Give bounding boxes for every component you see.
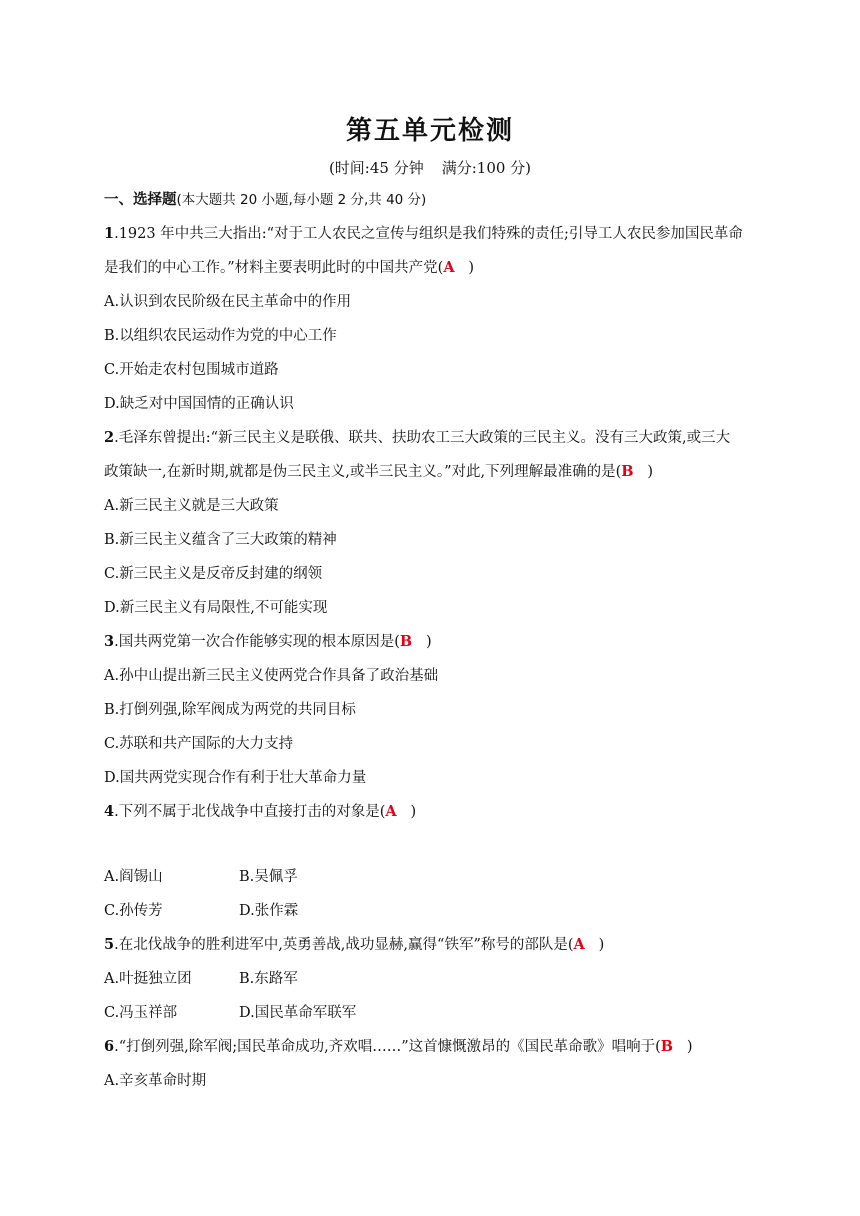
exam-info bbox=[0, 157, 860, 178]
question-4-options-row-2 bbox=[104, 901, 299, 921]
question-5-option-c: C.冯玉祥部 bbox=[104, 1005, 178, 1021]
question-1-option-d: D.缺乏对中国国情的正确认识 bbox=[104, 396, 294, 412]
question-text: .在北伐战争的胜利进军中,英勇善战,战功显赫,赢得“铁军”称号的部队是( bbox=[114, 937, 574, 953]
question-1-option-a: A.认识到农民阶级在民主革命中的作用 bbox=[104, 294, 352, 310]
question-4-options-row-1 bbox=[104, 867, 298, 887]
question-6-stem bbox=[104, 1037, 693, 1057]
answer-mark: A bbox=[573, 936, 585, 953]
question-text: .下列不属于北伐战争中直接打击的对象是( bbox=[114, 804, 386, 820]
question-text: .毛泽东曾提出:“新三民主义是联俄、联共、扶助农工三大政策的三民主义。没有三大政策,或三大 bbox=[114, 430, 731, 446]
question-5-options-row-2 bbox=[104, 1003, 357, 1023]
question-1-stem-line-2 bbox=[104, 258, 474, 278]
answer-mark: A bbox=[443, 259, 455, 276]
question-4-option-d: D.张作霖 bbox=[239, 903, 299, 919]
question-2-option-d: D.新三民主义有局限性,不可能实现 bbox=[104, 600, 328, 616]
question-number: 5 bbox=[104, 936, 115, 953]
question-4-option-b: B.吴佩孚 bbox=[239, 869, 298, 885]
section-title: 一、选择题 bbox=[104, 192, 177, 208]
answer-bracket-close: ) bbox=[686, 1039, 693, 1055]
question-1-option-b: B.以组织农民运动作为党的中心工作 bbox=[104, 328, 337, 344]
question-number: 2 bbox=[104, 429, 115, 446]
question-text: .国共两党第一次合作能够实现的根本原因是( bbox=[114, 634, 400, 650]
section-note: (本大题共 20 小题,每小题 2 分,共 40 分) bbox=[176, 192, 427, 208]
answer-bracket-close: ) bbox=[647, 464, 654, 480]
question-3-option-a: A.孙中山提出新三民主义使两党合作具备了政治基础 bbox=[104, 668, 439, 684]
question-text: 是我们的中心工作。”材料主要表明此时的中国共产党( bbox=[104, 260, 444, 276]
answer-mark: B bbox=[660, 1038, 674, 1055]
question-6-option-a: A.辛亥革命时期 bbox=[104, 1073, 207, 1089]
question-number: 6 bbox=[104, 1038, 115, 1055]
answer-mark: A bbox=[385, 803, 397, 820]
answer-bracket-close: ) bbox=[410, 804, 417, 820]
answer-bracket-close: ) bbox=[598, 937, 605, 953]
question-3-stem bbox=[104, 632, 432, 652]
question-4-stem bbox=[104, 802, 416, 822]
question-2-option-c: C.新三民主义是反帝反封建的纲领 bbox=[104, 566, 323, 582]
question-3-option-c: C.苏联和共产国际的大力支持 bbox=[104, 736, 294, 752]
question-number: 3 bbox=[104, 633, 115, 650]
question-5-option-d: D.国民革命军联军 bbox=[239, 1005, 357, 1021]
question-2-stem-line-2 bbox=[104, 462, 653, 482]
answer-mark: B bbox=[621, 463, 634, 480]
section-heading bbox=[104, 190, 426, 210]
question-5-stem bbox=[104, 935, 604, 955]
question-2-option-b: B.新三民主义蕴含了三大政策的精神 bbox=[104, 532, 337, 548]
question-3-option-d: D.国共两党实现合作有利于壮大革命力量 bbox=[104, 770, 367, 786]
answer-bracket-close: ) bbox=[425, 634, 432, 650]
full-score: 满分:100 分) bbox=[441, 159, 532, 177]
question-text: .1923 年中共三大指出:“对于工人农民之宣传与组织是我们特殊的责任;引导工人农民参加国民革命 bbox=[114, 226, 743, 242]
question-1-stem-line-1 bbox=[104, 224, 743, 244]
page-title: 第五单元检测 bbox=[345, 116, 514, 146]
question-5-option-b: B.东路军 bbox=[239, 971, 298, 987]
question-number: 1 bbox=[104, 225, 115, 242]
question-text: .“打倒列强,除军阀;国民革命成功,齐欢唱……”这首慷慨激昂的《国民革命歌》唱响于( bbox=[114, 1039, 661, 1055]
question-number: 4 bbox=[104, 803, 115, 820]
answer-mark: B bbox=[399, 633, 413, 650]
question-5-options-row-1 bbox=[104, 969, 298, 989]
question-4-option-c: C.孙传芳 bbox=[104, 903, 163, 919]
question-2-stem-line-1 bbox=[104, 428, 730, 448]
question-text: 政策缺一,在新时期,就都是伪三民主义,或半三民主义。”对此,下列理解最准确的是( bbox=[104, 464, 622, 480]
question-2-option-a: A.新三民主义就是三大政策 bbox=[104, 498, 279, 514]
answer-bracket-close: ) bbox=[468, 260, 475, 276]
question-5-option-a: A.叶挺独立团 bbox=[104, 971, 192, 987]
question-1-option-c: C.开始走农村包围城市道路 bbox=[104, 362, 279, 378]
question-3-option-b: B.打倒列强,除军阀成为两党的共同目标 bbox=[104, 702, 356, 718]
time-limit: (时间:45 分钟 bbox=[328, 159, 424, 177]
question-4-option-a: A.阎锡山 bbox=[104, 869, 163, 885]
